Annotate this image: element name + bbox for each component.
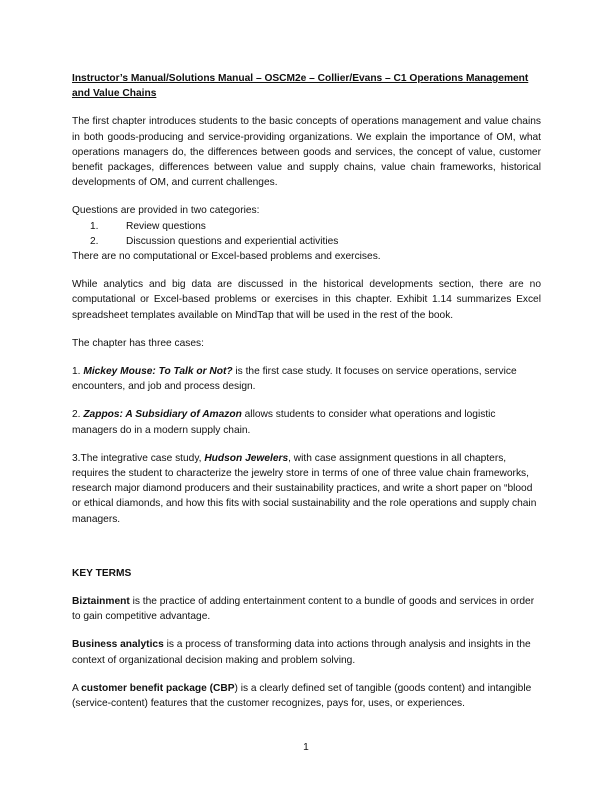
case-paragraph: 2. Zappos: A Subsidiary of Amazon allows students to consider what operations and logistic managers do in a modern supply chain. <box>72 409 496 436</box>
case-paragraph: 3.The integrative case study, Hudson Jewelers, with case assignment questions in all chapters, requires the student to characterize the jewelry store in terms of one of three value chain frameworks, research major diamond producers and their sustainability practices, and write a short paper on “blood or ethical diamonds, and how this fits with social sustainability and the role operations and supply chain managers. <box>72 452 537 525</box>
document-title: Instructor’s Manual/Solutions Manual – OSCM2e – Collier/Evans – C1 Operations Management and Value Chains <box>72 73 529 100</box>
key-term-paragraph: A customer benefit package (CBP) is a clearly defined set of tangible (goods content) and intangible (service-content) features that the customer recognizes, pays for, uses, or experiences. <box>72 682 532 710</box>
list-item: 2. Discussion questions and experiential activities <box>90 235 339 247</box>
key-term: Biztainment <box>72 596 130 608</box>
no-problems-note: There are no computational or Excel-based problems and exercises. <box>72 251 381 263</box>
case-name: Mickey Mouse: To Talk or Not? <box>83 366 233 378</box>
key-terms-heading: KEY TERMS <box>72 567 132 579</box>
questions-intro: Questions are provided in two categories: <box>72 205 260 217</box>
page-number: 1 <box>303 742 309 753</box>
list-item: 1. Review questions <box>90 220 206 232</box>
cases-intro: The chapter has three cases: <box>72 337 204 349</box>
key-term: Business analytics <box>72 639 164 651</box>
case-name: Hudson Jewelers <box>204 452 289 464</box>
key-term: customer benefit package (CBP <box>81 682 235 694</box>
analytics-paragraph: While analytics and big data are discussed in the historical developments section, there are no computational or Excel-based problems or exercises in this chapter. Exhibit 1.14 summarizes Excel spreadsheet templates available on MindTap that will be used in the rest of the book. <box>72 279 541 321</box>
page-content <box>72 71 541 724</box>
question-categories-list <box>72 219 541 249</box>
case-paragraph: 1. Mickey Mouse: To Talk or Not? is the first case study. It focuses on service operations, service encounters, and job and process design. <box>72 366 517 393</box>
key-term-paragraph: Business analytics is a process of transforming data into actions through analysis and insights in the context of organizational decision making and problem solving. <box>72 639 531 666</box>
key-term-paragraph: Biztainment is the practice of adding entertainment content to a bundle of goods and services in order to gain competitive advantage. <box>72 596 535 623</box>
case-name: Zappos: A Subsidiary of Amazon <box>83 409 242 421</box>
intro-paragraph: The first chapter introduces students to the basic concepts of operations management and value chains in both goods-producing and service-providing organizations. We explain the importance of OM, what operations managers do, the differences between goods and services, the concept of value, customer benefit packages, differences between value and supply chains, value chain frameworks, historical developments of OM, and current challenges. <box>72 116 541 189</box>
